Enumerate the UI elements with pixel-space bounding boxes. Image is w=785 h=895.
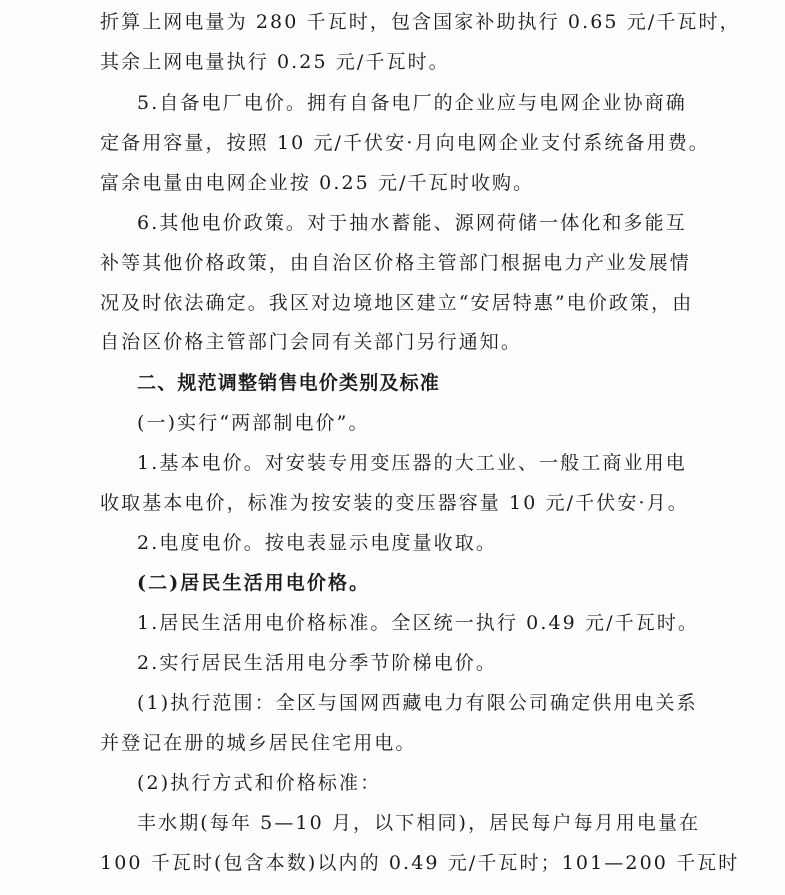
text-line-21: 丰水期(每年 5—10 月，以下相同)，居民每户每月用电量在 — [137, 812, 701, 834]
section-heading-2: 二、规范调整销售电价类别及标准 — [137, 372, 441, 394]
text-line-2: 其余上网电量执行 0.25 元/千瓦时。 — [100, 51, 450, 73]
text-line-6: 6.其他电价政策。对于抽水蓄能、源网荷储一体化和多能互 — [137, 212, 687, 234]
text-line-8: 况及时依法确定。我区对边境地区建立“安居特惠”电价政策，由 — [100, 292, 694, 314]
text-line-18: (1)执行范围：全区与国网西藏电力有限公司确定供用电关系 — [137, 692, 698, 714]
text-line-19: 并登记在册的城乡居民住宅用电。 — [100, 732, 417, 754]
text-line-12: 1.基本电价。对安装专用变压器的大工业、一般工商业用电 — [137, 452, 687, 474]
text-line-9: 自治区价格主管部门会同有关部门另行通知。 — [100, 331, 523, 353]
text-line-1: 折算上网电量为 280 千瓦时，包含国家补助执行 0.65 元/千瓦时， — [100, 11, 741, 33]
text-line-14: 2.电度电价。按电表显示电度量收取。 — [137, 532, 497, 554]
text-line-16: 1.居民生活用电价格标准。全区统一执行 0.49 元/千瓦时。 — [137, 612, 700, 634]
text-line-20: (2)执行方式和价格标准： — [137, 772, 382, 794]
text-line-4: 定备用容量，按照 10 元/千伏安·月向电网企业支付系统备用费。 — [100, 132, 710, 154]
subsection-heading-2: (二)居民生活用电价格。 — [137, 572, 371, 594]
text-line-22: 100 千瓦时(包含本数)以内的 0.49 元/千瓦时；101—200 千瓦时 — [100, 852, 740, 874]
subsection-heading-1: (一)实行“两部制电价”。 — [137, 412, 370, 434]
text-line-7: 补等其他价格政策，由自治区价格主管部门根据电力产业发展情 — [100, 252, 691, 274]
text-line-5: 富余电量由电网企业按 0.25 元/千瓦时收购。 — [100, 172, 535, 194]
text-line-17: 2.实行居民生活用电分季节阶梯电价。 — [137, 652, 497, 674]
text-line-3: 5.自备电厂电价。拥有自备电厂的企业应与电网企业协商确 — [137, 92, 687, 114]
text-line-13: 收取基本电价，标准为按安装的变压器容量 10 元/千伏安·月。 — [100, 492, 689, 514]
